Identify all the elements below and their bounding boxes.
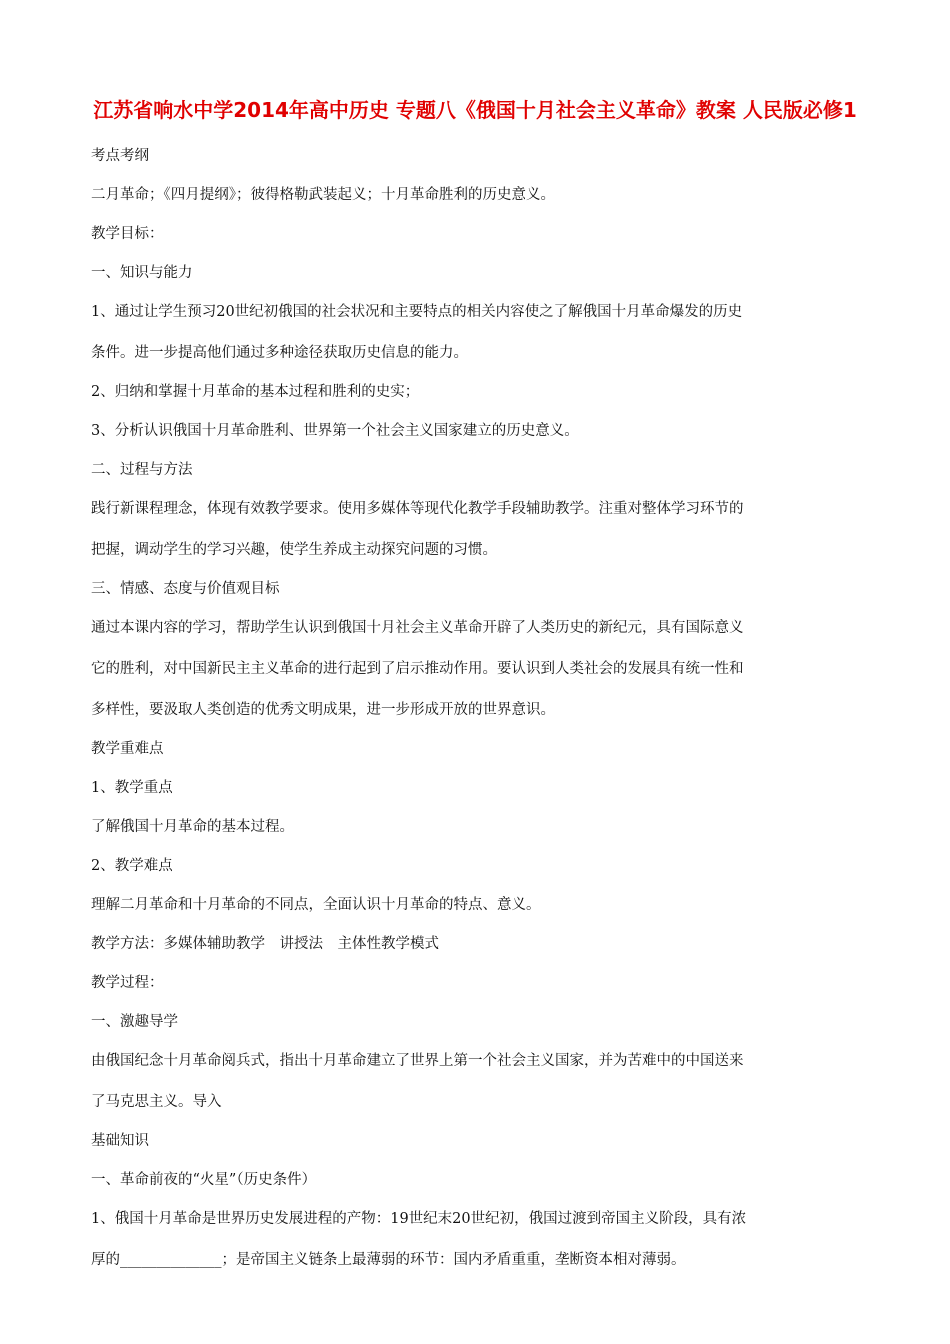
paragraph: 了解俄国十月革命的基本过程。 (91, 819, 294, 835)
section-heading: 一、激趣导学 (91, 1014, 178, 1030)
fill-in-blank: ______________ (120, 1252, 222, 1268)
paragraph: 二月革命；《四月提纲》；彼得格勒武装起义；十月革命胜利的历史意义。 (91, 187, 555, 203)
section-heading: 教学过程： (91, 975, 164, 991)
paragraph: 1、俄国十月革命是世界历史发展进程的产物：19世纪末20世纪初，俄国过渡到帝国主义阶段，具有浓 (91, 1211, 747, 1227)
paragraph: 理解二月革命和十月革命的不同点，全面认识十月革命的特点、意义。 (91, 897, 541, 913)
section-heading: 三、情感、态度与价值观目标 (91, 581, 280, 597)
section-heading: 教学目标： (91, 226, 164, 242)
paragraph: 了马克思主义。导入 (91, 1094, 222, 1110)
section-heading: 二、过程与方法 (91, 462, 193, 478)
paragraph: 通过本课内容的学习，帮助学生认识到俄国十月社会主义革命开辟了人类历史的新纪元，具有国际意义 (91, 620, 744, 636)
paragraph-text: 厚的 (91, 1252, 120, 1268)
section-heading: 一、知识与能力 (91, 265, 193, 281)
document-title: 江苏省响水中学2014年高中历史 专题八《俄国十月社会主义革命》教案 人民版必修1 (93, 98, 857, 122)
section-heading: 教学重难点 (91, 741, 164, 757)
paragraph: 1、通过让学生预习20世纪初俄国的社会状况和主要特点的相关内容使之了解俄国十月革命爆发的历史 (91, 304, 743, 320)
paragraph: 3、分析认识俄国十月革命胜利、世界第一个社会主义国家建立的历史意义。 (91, 423, 579, 439)
paragraph: 条件。进一步提高他们通过多种途径获取历史信息的能力。 (91, 345, 468, 361)
paragraph: 多样性，要汲取人类创造的优秀文明成果，进一步形成开放的世界意识。 (91, 702, 555, 718)
paragraph: 它的胜利，对中国新民主主义革命的进行起到了启示推动作用。要认识到人类社会的发展具有统一性和 (91, 661, 744, 677)
section-heading: 1、教学重点 (91, 780, 173, 796)
paragraph-text: ；是帝国主义链条上最薄弱的环节：国内矛盾重重，垄断资本相对薄弱。 (221, 1252, 686, 1268)
section-heading: 基础知识 (91, 1133, 149, 1149)
section-heading: 考点考纲 (91, 148, 149, 164)
paragraph: 教学方法：多媒体辅助教学 讲授法 主体性教学模式 (91, 936, 439, 952)
paragraph: 2、归纳和掌握十月革命的基本过程和胜利的史实； (91, 384, 420, 400)
document-body (91, 146, 871, 1270)
paragraph-with-blank (91, 1250, 871, 1270)
paragraph: 践行新课程理念，体现有效教学要求。使用多媒体等现代化教学手段辅助教学。注重对整体学习环节的 (91, 501, 744, 517)
paragraph: 把握，调动学生的学习兴趣，使学生养成主动探究问题的习惯。 (91, 542, 497, 558)
paragraph: 由俄国纪念十月革命阅兵式，指出十月革命建立了世界上第一个社会主义国家，并为苦难中的中国送来 (91, 1053, 744, 1069)
section-heading: 2、教学难点 (91, 858, 173, 874)
section-heading: 一、革命前夜的“火星”（历史条件） (91, 1172, 317, 1188)
